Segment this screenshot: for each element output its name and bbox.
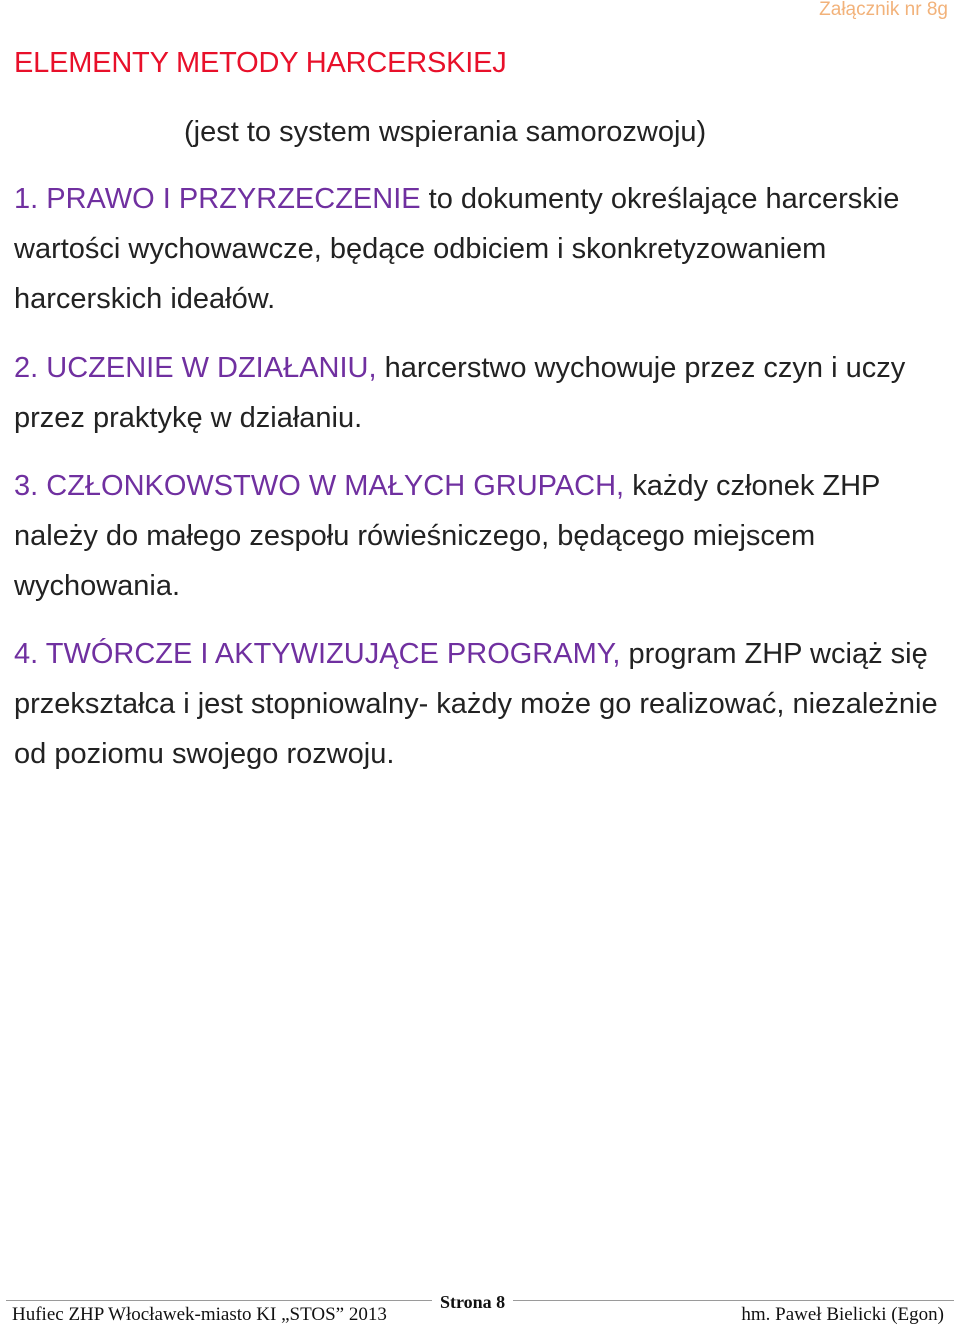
section-heading: CZŁONKOWSTWO W MAŁYCH GRUPACH, [46, 470, 625, 502]
section-body: to dokumenty określające harcerskie wartości wychowawcze, będące odbiciem i skonkretyzowaniem harcerskich ideałów. [14, 183, 900, 315]
section-czlonkowstwo-w-malych-grupach [14, 461, 944, 611]
section-number: 3. [14, 470, 39, 502]
section-prawo-i-przyrzeczenie [14, 174, 944, 324]
section-number: 2. [14, 352, 39, 384]
section-number: 4. [14, 638, 39, 670]
section-heading: UCZENIE W DZIAŁANIU, [46, 352, 377, 384]
section-body: program ZHP wciąż się przekształca i jest stopniowalny- każdy może go realizować, niezależnie od poziomu swojego rozwoju. [14, 638, 938, 770]
attachment-label: Załącznik nr 8g [819, 0, 948, 20]
section-uczenie-w-dzialaniu [14, 343, 944, 443]
section-number: 1. [14, 183, 39, 215]
section-body: każdy członek ZHP należy do małego zespołu rówieśniczego, będącego miejscem wychowania. [14, 470, 880, 602]
section-body: harcerstwo wychowuje przez czyn i uczy przez praktykę w działaniu. [14, 352, 906, 434]
page-number: Strona 8 [432, 1290, 513, 1314]
footer-author: hm. Paweł Bielicki (Egon) [741, 1304, 944, 1325]
footer-organization: Hufiec ZHP Włocławek-miasto KI „STOS” 2013 [12, 1304, 387, 1325]
document-title: ELEMENTY METODY HARCERSKIEJ [14, 47, 507, 79]
section-heading: PRAWO I PRZYRZECZENIE [46, 183, 421, 215]
section-tworcze-programy [14, 629, 944, 779]
section-heading: TWÓRCZE I AKTYWIZUJĄCE PROGRAMY, [45, 638, 621, 670]
document-subtitle: (jest to system wspierania samorozwoju) [184, 116, 707, 148]
